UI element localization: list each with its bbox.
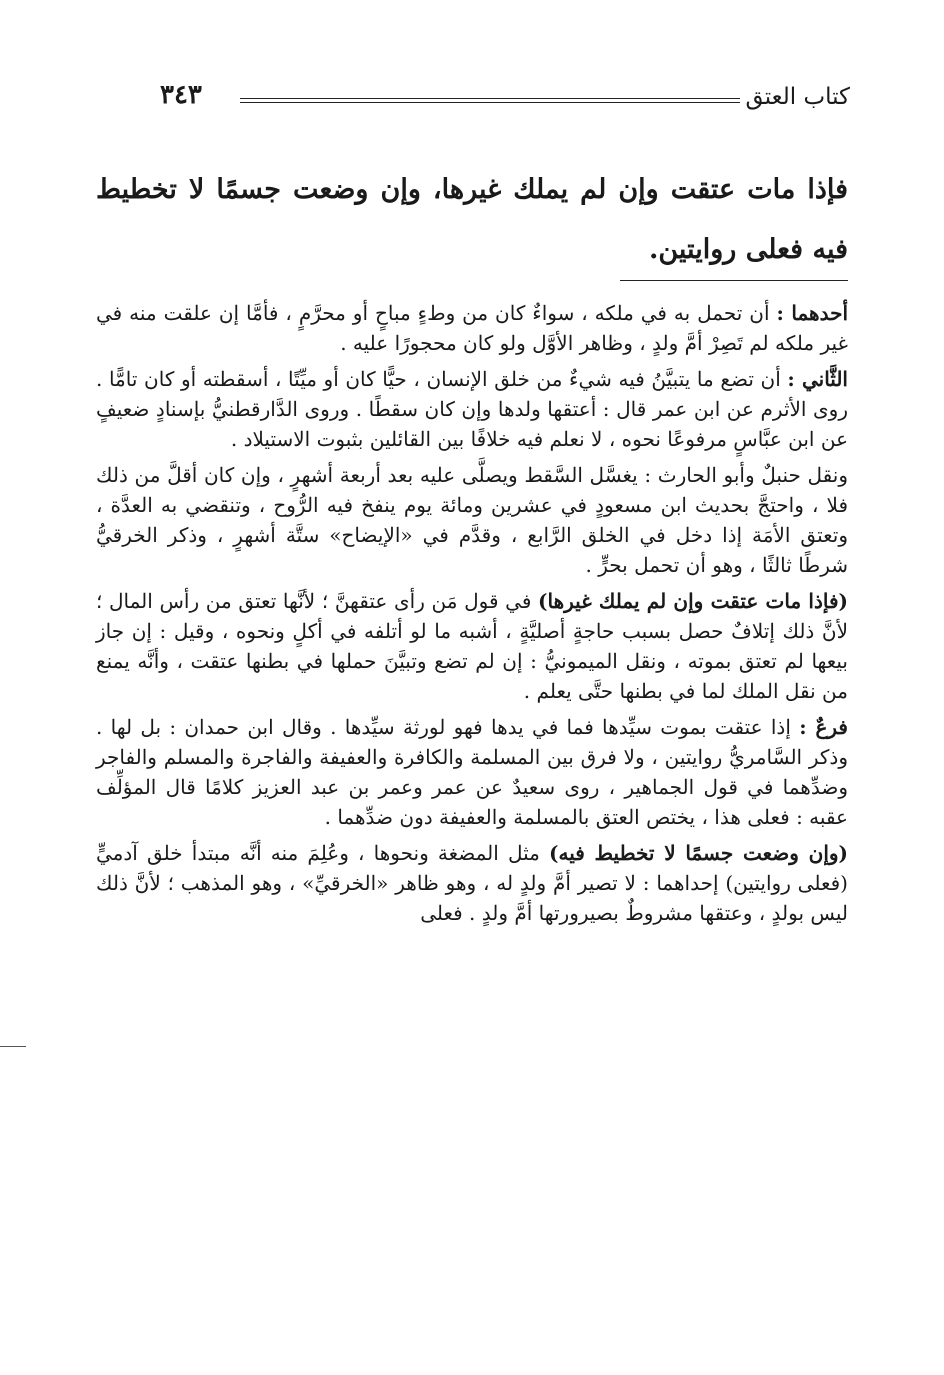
book-title: كتاب العتق — [745, 84, 850, 110]
paragraph — [96, 838, 848, 928]
paragraph-lead: أحدهما : — [776, 301, 849, 325]
paragraph — [96, 712, 848, 832]
paragraph-lead: (فإذا مات عتقت وإن لم يملك غيرها) — [538, 589, 848, 613]
paragraph-text: ونقل حنبلٌ وأبو الحارث : يغسَّل السَّقط ويصلَّى عليه بعد أربعة أشهرٍ ، وإن كان أقلَّ من ذلك فلا ، واحتجَّ بحديث ابن مسعودٍ في عشرين ومائة يوم ينفخ فيه الرُّوح ، وتنقضي به العدَّة ، وتعتق الأمَة إذا دخل في الخلق الرَّابع ، وقدَّم في «الإيضاح» ستَّة أشهرٍ ، وذكر الخرقيُّ شرطًا ثالثًا ، وهو أن تحمل بحرٍّ . — [96, 463, 848, 577]
paragraph-text: في قول مَن رأى عتقهنَّ ؛ لأنَّها تعتق من رأس المال ؛ لأنَّ ذلك إتلافٌ حصل بسبب حاجةٍ أصليَّةٍ ، أشبه ما لو أتلفه في أكلٍ ونحوه ، وقيل : إن جاز بيعها لم تعتق بموته ، ونقل الميمونيُّ : إن لم تضع وتبيَّنَ حملها في بطنها عتقت ، وأنَّه يمنع من نقل الملك لما في بطنها حتَّى يعلم . — [96, 589, 848, 703]
paragraph-text: إذا عتقت بموت سيِّدها فما في يدها فهو لورثة سيِّدها . وقال ابن حمدان : بل لها . وذكر السَّامريُّ روايتين ، ولا فرق بين المسلمة والكافرة والعفيفة والفاجرة والمسلم والفاجر وضدِّهما في قول الجماهير ، روى سعيدٌ عن عمر وعمر بن عبد العزيز كلامًا قال المؤلِّف عقبه : فعلى هذا ، يختص العتق بالمسلمة والعفيفة دون ضدِّهما . — [96, 715, 848, 829]
separator-rule — [620, 280, 848, 281]
paragraph — [96, 586, 848, 706]
paragraph-text: أن تحمل به في ملكه ، سواءٌ كان من وطءٍ مباحٍ أو محرَّمٍ ، فأمَّا إن علقت منه في غير ملكه لم تَصِرْ أمَّ ولدٍ ، وظاهر الأوَّل ولو كان محجورًا عليه . — [96, 301, 848, 355]
header-rule — [240, 98, 740, 103]
paragraph-text: مثل المضغة ونحوها ، وعُلِمَ منه أنَّه مبتدأ خلق آدميٍّ (فعلى روايتين) إحداهما : لا تصير أمَّ ولدٍ له ، وهو ظاهر «الخرقيِّ» ، وهو المذهب ؛ لأنَّ ذلك ليس بولدٍ ، وعتقها مشروطٌ بصيرورتها أمَّ ولدٍ . فعلى — [96, 841, 848, 925]
paragraph — [96, 460, 848, 580]
commentary-body — [96, 298, 848, 934]
page-number: ٣٤٣ — [160, 80, 202, 110]
matn-text: فإذا مات عتقت وإن لم يملك غيرها، وإن وضعت جسمًا لا تخطيط فيه فعلى روايتين. — [96, 174, 848, 265]
page-header — [160, 78, 850, 118]
margin-mark — [0, 1046, 26, 1047]
paragraph — [96, 364, 848, 454]
paragraph-text: أن تضع ما يتبيَّنُ فيه شيءٌ من خلق الإنسان ، حيًّا كان أو ميِّتًا ، أسقطته أو كان تامًّا . روى الأثرم عن ابن عمر قال : أعتقها ولدها وإن كان سقطًا . وروى الدَّارقطنيُّ بإسنادٍ ضعيفٍ عن ابن عبَّاسٍ مرفوعًا نحوه ، لا نعلم فيه خلافًا بين القائلين بثبوت الاستيلاد . — [96, 367, 848, 451]
paragraph-lead: فرعٌ : — [799, 715, 848, 739]
paragraph-lead: (وإن وضعت جسمًا لا تخطيط فيه) — [549, 841, 849, 865]
paragraph-lead: الثَّاني : — [787, 367, 848, 391]
paragraph — [96, 298, 848, 358]
